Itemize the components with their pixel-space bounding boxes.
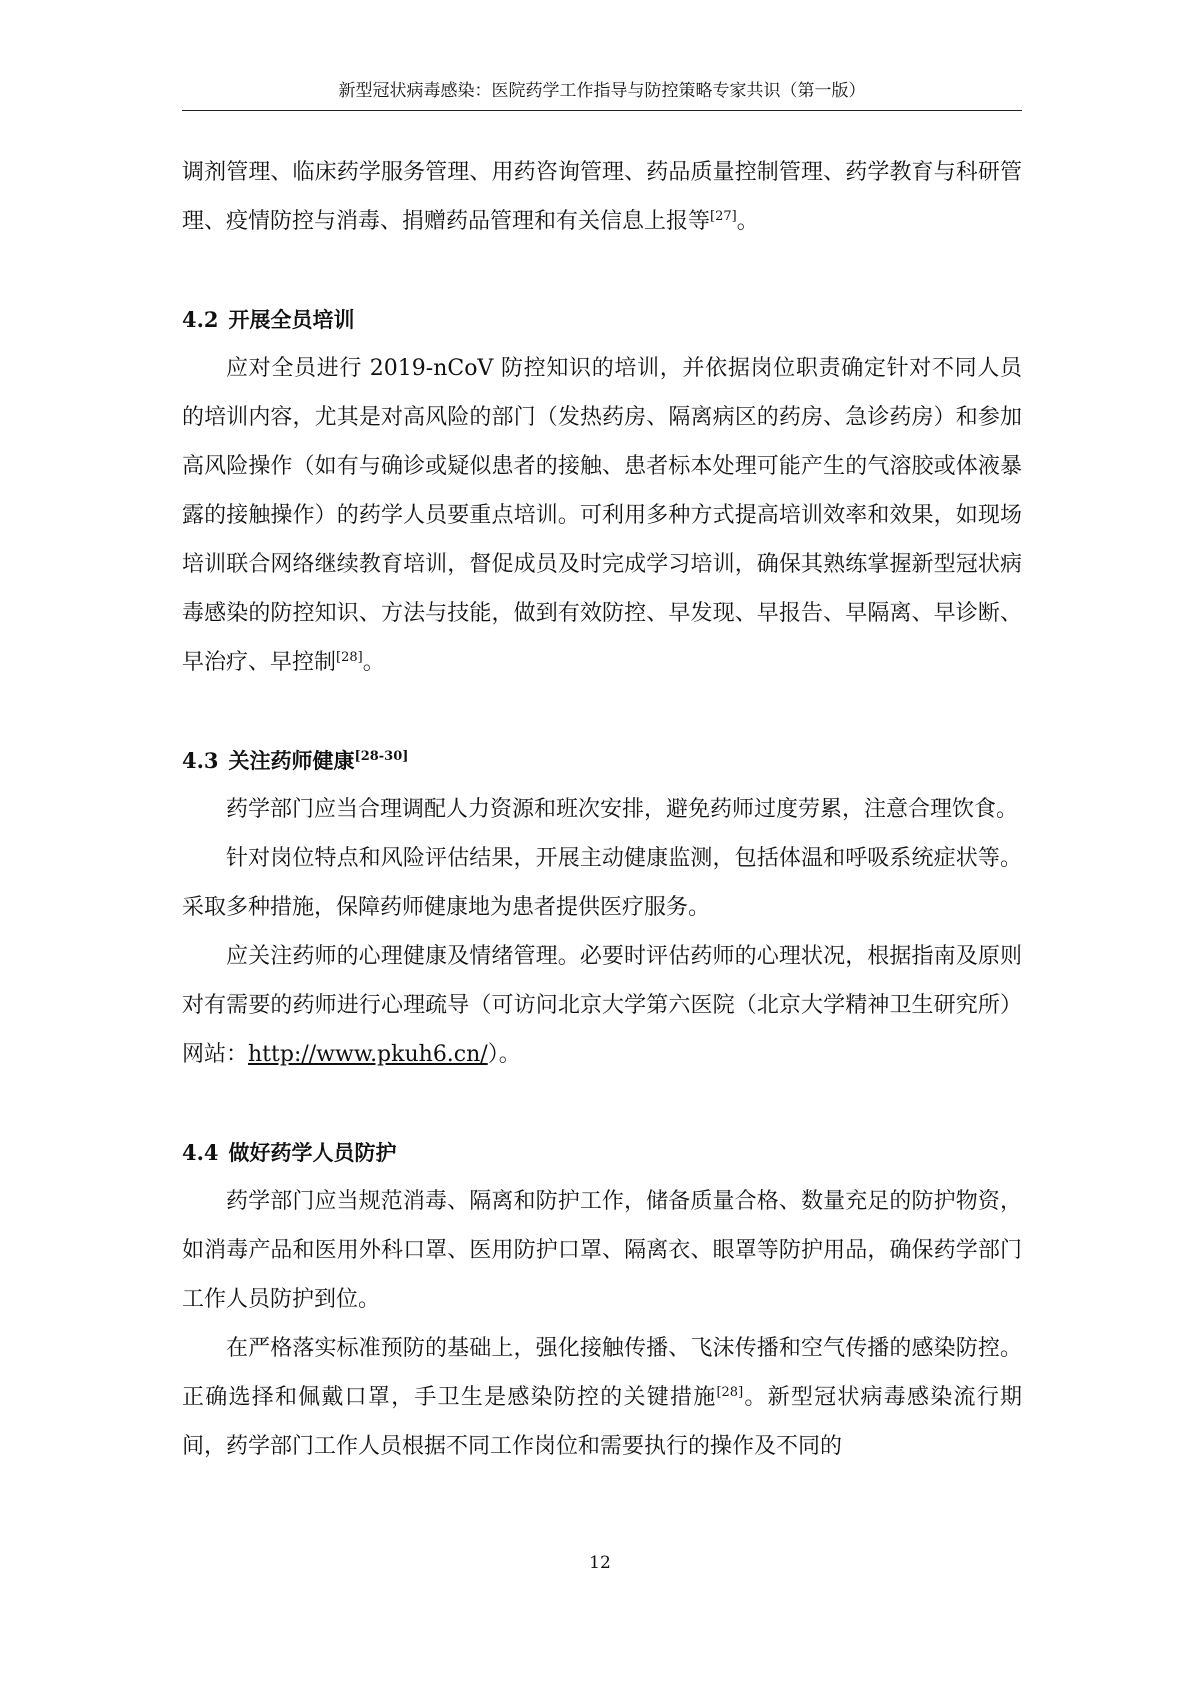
paragraph: 在严格落实标准预防的基础上，强化接触传播、飞沫传播和空气传播的感染防控。正确选择和佩戴口罩，手卫生是感染防控的关键措施[28]。新型冠状病毒感染流行期间，药学部门工作人员根据不同工作岗位和需要执行的操作及不同的 <box>182 1336 1022 1459</box>
paragraph: 应对全员进行 2019-nCoV 防控知识的培训，并依据岗位职责确定针对不同人员的培训内容，尤其是对高风险的部门（发热药房、隔离病区的药房、急诊药房）和参加高风险操作（如有与确诊或疑似患者的接触、患者标本处理可能产生的气溶胶或体液暴露的接触操作）的药学人员要重点培训。可利用多种方式提高培训效率和效果，如现场培训联合网络继续教育培训，督促成员及时完成学习培训，确保其熟练掌握新型冠状病毒感染的防控知识、方法与技能，做到有效防控、早发现、早报告、早隔离、早诊断、早治疗、早控制[28]。 <box>182 356 1022 675</box>
running-header-title: 新型冠状病毒感染：医院药学工作指导与防控策略专家共识（第一版） <box>338 81 866 101</box>
section-heading-4-4: 4.4 做好药学人员防护 <box>182 1140 397 1165</box>
citation: [28] <box>716 1385 744 1400</box>
website-link[interactable]: http://www.pkuh6.cn/ <box>248 1042 488 1067</box>
paragraph: 药学部门应当规范消毒、隔离和防护工作，储备质量合格、数量充足的防护物资，如消毒产品和医用外科口罩、医用防护口罩、隔离衣、眼罩等防护用品，确保药学部门工作人员防护到位。 <box>182 1189 1022 1312</box>
section-heading-4-3: 4.3 关注药师健康[28-30] <box>182 748 409 773</box>
section-gap <box>182 246 1022 295</box>
section-gap <box>182 687 1022 736</box>
running-header <box>182 78 1022 111</box>
section-gap <box>182 1079 1022 1128</box>
paragraph: 针对岗位特点和风险评估结果，开展主动健康监测，包括体温和呼吸系统症状等。采取多种措施，保障药师健康地为患者提供医疗服务。 <box>182 846 1022 920</box>
paragraph: 应关注药师的心理健康及情绪管理。必要时评估药师的心理状况，根据指南及原则对有需要的药师进行心理疏导（可访问北京大学第六医院（北京大学精神卫生研究所）网站：http://www.pkuh6.cn/）。 <box>182 944 1022 1067</box>
citation: [28-30] <box>354 749 409 764</box>
section-heading-4-2: 4.2 开展全员培训 <box>182 307 355 332</box>
document-body <box>182 148 1022 1471</box>
citation: [28] <box>336 650 363 665</box>
citation: [27] <box>710 209 737 224</box>
paragraph: 药学部门应当合理调配人力资源和班次安排，避免药师过度劳累，注意合理饮食。 <box>226 797 1019 822</box>
intro-paragraph: 调剂管理、临床药学服务管理、用药咨询管理、药品质量控制管理、药学教育与科研管理、疫情防控与消毒、捐赠药品管理和有关信息上报等[27]。 <box>182 160 1022 234</box>
page-number: 12 <box>589 1553 611 1573</box>
